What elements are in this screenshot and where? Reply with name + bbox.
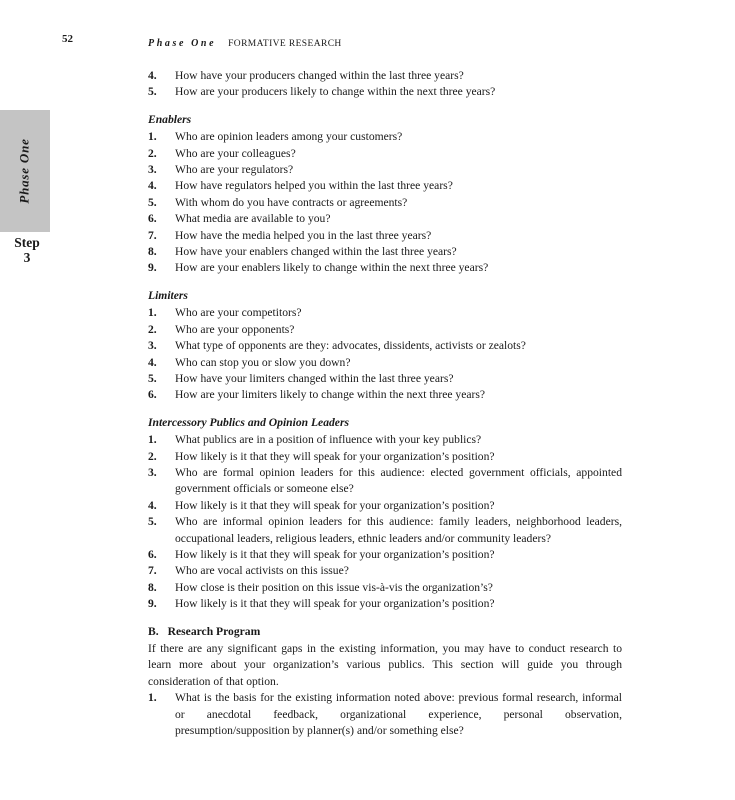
section-heading-text: Limiters xyxy=(148,288,188,302)
list-item xyxy=(148,514,622,547)
page-header xyxy=(0,33,735,49)
running-head xyxy=(148,33,342,51)
list-item xyxy=(148,547,622,563)
list-item xyxy=(148,387,622,403)
item-text: How have regulators helped you within the last three years? xyxy=(175,179,453,193)
item-number: 9. xyxy=(148,597,157,611)
item-number: 1. xyxy=(148,130,157,144)
item-text: With whom do you have contracts or agreements? xyxy=(175,195,408,209)
section-heading xyxy=(148,415,622,431)
item-number: 7. xyxy=(148,564,157,578)
item-text: How have your limiters changed within the last three years? xyxy=(175,371,454,385)
section-heading-prefix: B. xyxy=(148,624,159,638)
list-item xyxy=(148,211,622,227)
item-text: Who can stop you or slow you down? xyxy=(175,355,351,369)
item-number: 3. xyxy=(148,465,157,479)
item-text: How are your limiters likely to change within the next three years? xyxy=(175,388,486,402)
content-column xyxy=(148,68,622,739)
item-text: How have the media helped you in the last three years? xyxy=(175,228,432,242)
list-item xyxy=(148,498,622,514)
list-item xyxy=(148,129,622,145)
item-text: Who are your colleagues? xyxy=(175,146,296,160)
item-number: 1. xyxy=(148,691,157,705)
item-number: 6. xyxy=(148,547,157,561)
item-number: 1. xyxy=(148,433,157,447)
item-number: 3. xyxy=(148,339,157,353)
list-item xyxy=(148,355,622,371)
section-heading xyxy=(148,624,622,640)
item-text: Who are formal opinion leaders for this audience: elected government officials, appointed government officials or someone else? xyxy=(175,465,622,496)
section-heading-text: Intercessory Publics and Opinion Leaders xyxy=(148,415,349,429)
list-item xyxy=(148,195,622,211)
item-number: 4. xyxy=(148,355,157,369)
phase-tab xyxy=(0,110,50,232)
item-text: How likely is it that they will speak for your organization’s position? xyxy=(175,498,495,512)
item-number: 5. xyxy=(148,371,157,385)
section xyxy=(148,68,622,101)
list-item xyxy=(148,84,622,100)
item-number: 5. xyxy=(148,85,157,99)
item-number: 6. xyxy=(148,212,157,226)
item-text: Who are your regulators? xyxy=(175,163,294,177)
running-head-phase: Phase One xyxy=(148,38,217,49)
step-indicator xyxy=(0,236,54,265)
list-item xyxy=(148,146,622,162)
list-item xyxy=(148,465,622,498)
page-number: 52 xyxy=(62,33,73,45)
item-text: Who are your competitors? xyxy=(175,306,302,320)
step-label: Step xyxy=(14,235,40,250)
section xyxy=(148,288,622,404)
section-heading xyxy=(148,288,622,304)
item-text: How likely is it that they will speak for your organization’s position? xyxy=(175,547,495,561)
list-item xyxy=(148,68,622,84)
item-number: 5. xyxy=(148,195,157,209)
section-heading xyxy=(148,112,622,128)
list-item xyxy=(148,580,622,596)
list-item xyxy=(148,305,622,321)
item-number: 2. xyxy=(148,449,157,463)
phase-tab-label: Phase One xyxy=(17,138,32,204)
section-heading-text: Research Program xyxy=(167,624,261,638)
list-item xyxy=(148,690,622,739)
item-number: 9. xyxy=(148,261,157,275)
item-number: 3. xyxy=(148,163,157,177)
item-text: What type of opponents are they: advocates, dissidents, activists or zealots? xyxy=(175,339,526,353)
item-text: How are your enablers likely to change within the next three years? xyxy=(175,261,489,275)
item-text: How close is their position on this issue vis-à-vis the organization’s? xyxy=(175,580,493,594)
item-number: 4. xyxy=(148,498,157,512)
item-number: 5. xyxy=(148,515,157,529)
list-item xyxy=(148,228,622,244)
list-item xyxy=(148,244,622,260)
item-text: How likely is it that they will speak for your organization’s position? xyxy=(175,597,495,611)
list-item xyxy=(148,260,622,276)
item-number: 8. xyxy=(148,580,157,594)
list-item xyxy=(148,432,622,448)
item-text: What publics are in a position of influence with your key publics? xyxy=(175,433,482,447)
item-number: 8. xyxy=(148,245,157,259)
section-paragraph: If there are any significant gaps in the existing information, you may have to conduct research to learn more about your organization’s various publics. This section will guide you through consideration of that option. xyxy=(148,642,622,688)
list-item xyxy=(148,338,622,354)
item-text: Who are your opponents? xyxy=(175,322,295,336)
item-text: How are your producers likely to change within the next three years? xyxy=(175,85,496,99)
step-number: 3 xyxy=(23,249,31,265)
item-number: 2. xyxy=(148,322,157,336)
section-heading-text: Enablers xyxy=(148,112,192,126)
item-number: 4. xyxy=(148,69,157,82)
item-text: Who are vocal activists on this issue? xyxy=(175,564,349,578)
item-number: 4. xyxy=(148,179,157,193)
item-number: 7. xyxy=(148,228,157,242)
section xyxy=(148,624,622,740)
item-number: 6. xyxy=(148,388,157,402)
list-item xyxy=(148,449,622,465)
item-text: How have your enablers changed within the last three years? xyxy=(175,245,457,259)
item-text: What is the basis for the existing information noted above: previous formal research, informal or anecdotal feedback, organizational experience, personal observation, presumption/supposition by planner(s) and/or something else? xyxy=(175,691,622,738)
list-item xyxy=(148,178,622,194)
list-item xyxy=(148,596,622,612)
item-text: What media are available to you? xyxy=(175,212,331,226)
list-item xyxy=(148,322,622,338)
list-item xyxy=(148,371,622,387)
item-text: Who are informal opinion leaders for this audience: family leaders, neighborhood leaders, occupational leaders, religious leaders, ethnic leaders and/or community leaders? xyxy=(175,515,622,545)
item-text: How have your producers changed within the last three years? xyxy=(175,69,464,82)
item-text: Who are opinion leaders among your customers? xyxy=(175,130,403,144)
section xyxy=(148,415,622,613)
item-number: 1. xyxy=(148,306,157,320)
item-number: 2. xyxy=(148,146,157,160)
list-item xyxy=(148,563,622,579)
section xyxy=(148,112,622,277)
running-head-title: FORMATIVE RESEARCH xyxy=(228,39,342,49)
list-item xyxy=(148,162,622,178)
item-text: How likely is it that they will speak for your organization’s position? xyxy=(175,449,495,463)
